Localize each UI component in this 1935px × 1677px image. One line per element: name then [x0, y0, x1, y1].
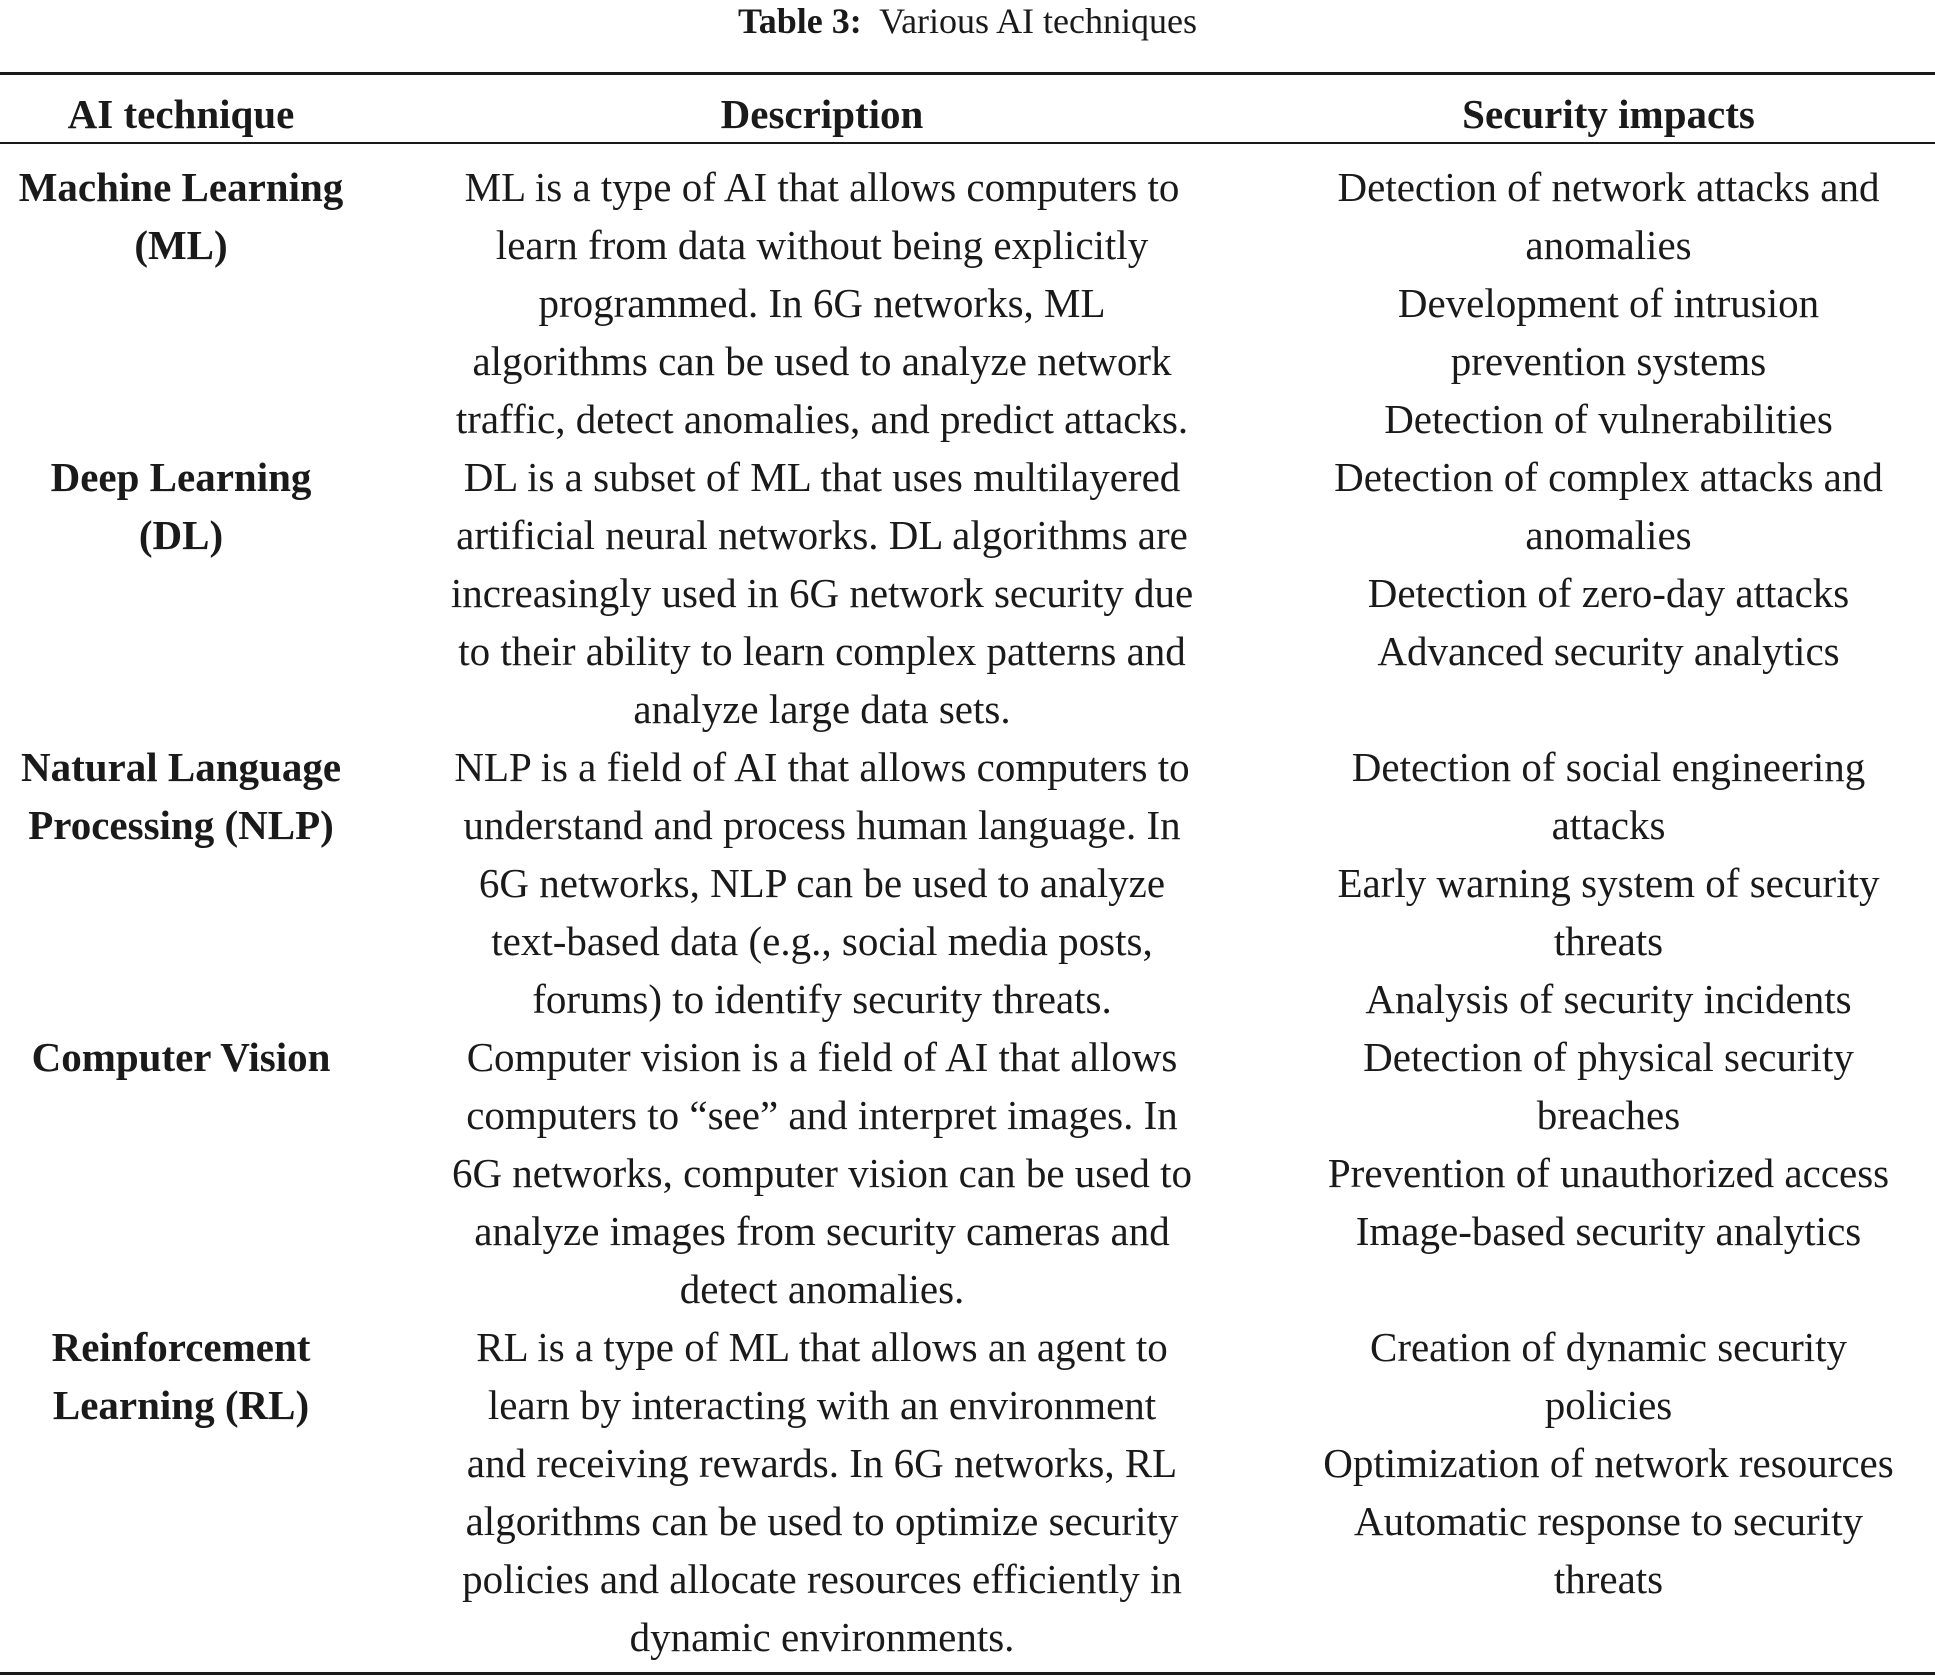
impact-line: Detection of complex attacks and: [1334, 454, 1883, 500]
description-line: DL is a subset of ML that uses multilayered: [463, 454, 1181, 500]
impact-line: threats: [1553, 918, 1664, 964]
row-ml-technique: [0, 158, 362, 274]
impact-line: Image-based security analytics: [1355, 1208, 1862, 1254]
description-line: Computer vision is a field of AI that allows: [466, 1034, 1178, 1080]
row-cv-technique: [0, 1028, 362, 1086]
row-rl-description: [392, 1318, 1252, 1666]
technique-line: (DL): [138, 512, 224, 558]
impact-line: attacks: [1551, 802, 1666, 848]
table-header-rule: [0, 142, 1935, 144]
technique-line: Reinforcement: [51, 1324, 311, 1370]
impact-line: Detection of vulnerabilities: [1384, 396, 1833, 442]
impact-line: Analysis of security incidents: [1365, 976, 1852, 1022]
description-line: learn by interacting with an environment: [487, 1382, 1157, 1428]
technique-line: Learning (RL): [52, 1382, 310, 1428]
description-line: text-based data (e.g., social media posts,: [491, 918, 1153, 964]
description-line: analyze large data sets.: [633, 686, 1011, 732]
impact-line: Detection of social engineering: [1351, 744, 1866, 790]
description-line: computers to “see” and interpret images. In: [466, 1092, 1178, 1138]
description-line: traffic, detect anomalies, and predict attacks.: [455, 396, 1189, 442]
description-line: to their ability to learn complex patterns and: [458, 628, 1186, 674]
description-line: understand and process human language. In: [463, 802, 1181, 848]
impact-line: Automatic response to security: [1354, 1498, 1863, 1544]
row-cv-description: [392, 1028, 1252, 1318]
impact-line: Creation of dynamic security: [1369, 1324, 1848, 1370]
description-line: detect anomalies.: [679, 1266, 965, 1312]
description-line: programmed. In 6G networks, ML: [538, 280, 1106, 326]
table-caption: [0, 0, 1935, 42]
description-line: 6G networks, NLP can be used to analyze: [478, 860, 1166, 906]
impact-line: threats: [1553, 1556, 1664, 1602]
technique-line: (ML): [134, 222, 228, 268]
row-nlp-description: [392, 738, 1252, 1028]
row-dl-description: [392, 448, 1252, 738]
table-top-rule: [0, 72, 1935, 75]
description-line: NLP is a field of AI that allows computers to: [454, 744, 1190, 790]
description-line: 6G networks, computer vision can be used to: [451, 1150, 1193, 1196]
impact-line: breaches: [1536, 1092, 1681, 1138]
description-line: forums) to identify security threats.: [532, 976, 1112, 1022]
row-ml-impacts: [1282, 158, 1935, 448]
technique-line: Deep Learning: [50, 454, 312, 500]
description-line: algorithms can be used to analyze network: [472, 338, 1172, 384]
impact-line: Prevention of unauthorized access: [1327, 1150, 1890, 1196]
table-bottom-rule: [0, 1672, 1935, 1675]
impact-line: Advanced security analytics: [1377, 628, 1840, 674]
header-description: Description: [720, 91, 924, 137]
technique-line: Computer Vision: [31, 1034, 331, 1080]
impact-line: Detection of network attacks and: [1337, 164, 1880, 210]
impact-line: prevention systems: [1450, 338, 1767, 384]
row-nlp-technique: [0, 738, 362, 854]
row-nlp-impacts: [1282, 738, 1935, 1028]
header-ai-technique: AI technique: [67, 91, 295, 137]
table-caption-title: Various AI techniques: [879, 1, 1197, 41]
header-security-impacts: Security impacts: [1462, 91, 1755, 137]
impact-line: Detection of zero-day attacks: [1367, 570, 1850, 616]
description-line: learn from data without being explicitly: [495, 222, 1149, 268]
impact-line: Development of intrusion: [1397, 280, 1820, 326]
impact-line: anomalies: [1525, 512, 1692, 558]
row-dl-technique: [0, 448, 362, 564]
description-line: ML is a type of AI that allows computers to: [464, 164, 1180, 210]
description-line: and receiving rewards. In 6G networks, RL: [466, 1440, 1178, 1486]
row-ml-description: [392, 158, 1252, 448]
table-caption-label: Table 3:: [738, 1, 862, 41]
description-line: artificial neural networks. DL algorithms are: [456, 512, 1188, 558]
impact-line: Optimization of network resources: [1323, 1440, 1894, 1486]
row-rl-impacts: [1282, 1318, 1935, 1608]
technique-line: Processing (NLP): [28, 802, 334, 848]
description-line: policies and allocate resources efficiently in: [462, 1556, 1182, 1602]
row-cv-impacts: [1282, 1028, 1935, 1260]
impact-line: anomalies: [1525, 222, 1692, 268]
description-line: analyze images from security cameras and: [474, 1208, 1170, 1254]
impact-line: Detection of physical security: [1363, 1034, 1854, 1080]
description-line: dynamic environments.: [629, 1614, 1015, 1660]
description-line: algorithms can be used to optimize security: [465, 1498, 1179, 1544]
impact-line: Early warning system of security: [1337, 860, 1880, 906]
impact-line: policies: [1544, 1382, 1673, 1428]
technique-line: Machine Learning: [18, 164, 344, 210]
row-dl-impacts: [1282, 448, 1935, 680]
description-line: increasingly used in 6G network security due: [450, 570, 1194, 616]
description-line: RL is a type of ML that allows an agent to: [476, 1324, 1168, 1370]
row-rl-technique: [0, 1318, 362, 1434]
technique-line: Natural Language: [20, 744, 342, 790]
